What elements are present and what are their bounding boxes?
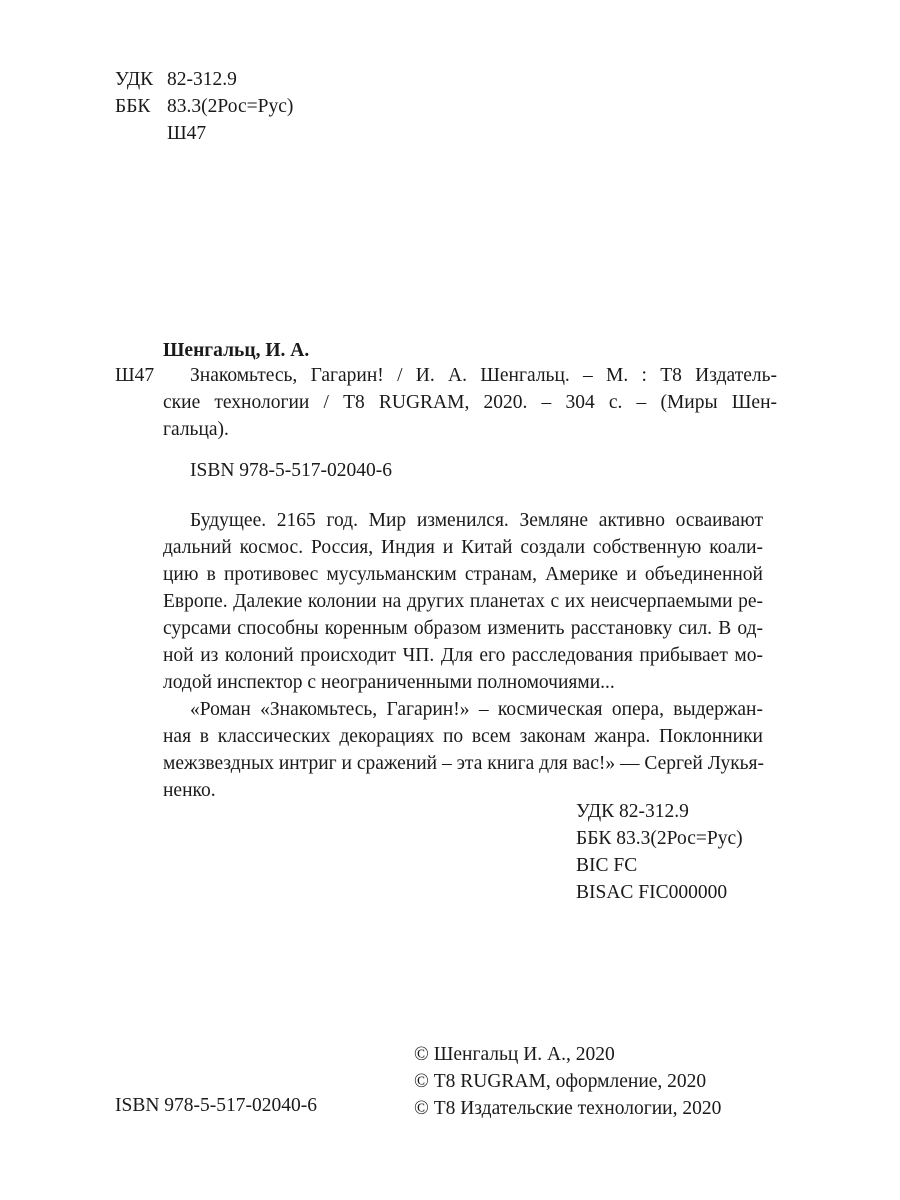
isbn-entry: ISBN 978-5-517-02040-6 xyxy=(190,460,393,481)
annotation-line: цию в противовес мусульманским странам, Америке и объединенной xyxy=(163,564,763,585)
annotation-line: Будущее. 2165 год. Мир изменился. Земляне активно осваивают xyxy=(190,510,763,531)
annotation-line: дальний космос. Россия, Индия и Китай создали собственную коали- xyxy=(163,537,763,558)
copyright-block xyxy=(414,1041,721,1122)
description-line: гальца). xyxy=(163,419,229,440)
author-heading: Шенгальц, И. А. xyxy=(163,340,310,361)
annotation-line: лодой инспектор с неограниченными полномочиями... xyxy=(163,672,615,693)
copyright-publisher: © Т8 Издательские технологии, 2020 xyxy=(414,1098,722,1119)
author-sign-row xyxy=(115,120,293,147)
udk-label: УДК xyxy=(115,69,154,90)
bbk-value: 83.3(2Рос=Рус) xyxy=(167,96,294,117)
udk-value: 82-312.9 xyxy=(167,69,237,90)
bibliographic-description xyxy=(163,362,777,443)
udk-code: УДК 82-312.9 xyxy=(576,801,689,822)
annotation-line: ная в классических декорациях по всем законам жанра. Поклонники xyxy=(163,726,763,747)
description-line: ские технологии / Т8 RUGRAM, 2020. – 304 с. – (Миры Шен- xyxy=(163,392,777,413)
bbk-code: ББК 83.3(2Рос=Рус) xyxy=(576,828,743,849)
udk-row xyxy=(115,66,293,93)
top-classification-block xyxy=(115,66,293,147)
bbk-row xyxy=(115,93,293,120)
footer-isbn: ISBN 978-5-517-02040-6 xyxy=(115,1095,318,1116)
annotation-line: ненко. xyxy=(163,780,216,801)
annotation-line: «Роман «Знакомьтесь, Гагарин!» – космическая опера, выдержан- xyxy=(190,699,763,720)
copyright-author: © Шенгальц И. А., 2020 xyxy=(414,1044,615,1065)
author-sign: Ш47 xyxy=(167,123,207,144)
description-line: Знакомьтесь, Гагарин! / И. А. Шенгальц. – М. : Т8 Издатель- xyxy=(190,365,777,386)
copyright-design: © Т8 RUGRAM, оформление, 2020 xyxy=(414,1071,707,1092)
right-classification-block xyxy=(576,798,743,906)
annotation xyxy=(163,507,763,804)
entry-author-sign: Ш47 xyxy=(115,365,155,386)
annotation-line: сурсами способны коренным образом изменить расстановку сил. В од- xyxy=(163,618,763,639)
bisac-code: BISAC FIC000000 xyxy=(576,882,728,903)
annotation-line: Европе. Далекие колонии на других планетах с их неисчерпаемыми ре- xyxy=(163,591,763,612)
bic-code: BIC FC xyxy=(576,855,638,876)
annotation-line: ной из колоний происходит ЧП. Для его расследования прибывает мо- xyxy=(163,645,763,666)
annotation-line: межзвездных интриг и сражений – эта книга для вас!» — Сергей Лукья- xyxy=(163,753,765,774)
bbk-label: ББК xyxy=(115,96,151,117)
